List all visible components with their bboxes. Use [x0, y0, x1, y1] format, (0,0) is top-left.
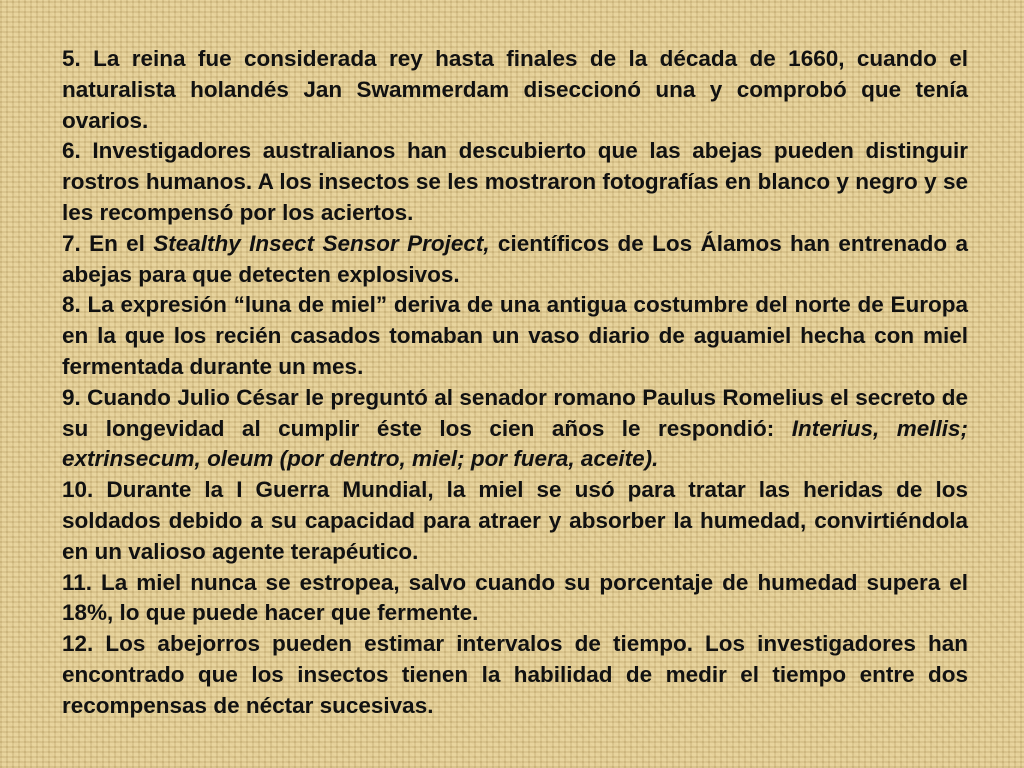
item-7-text-before: 7. En el — [62, 230, 154, 256]
list-item-8: 8. La expresión “luna de miel” deriva de una antigua costumbre del norte de Europa en la que los recién casados tomaban un vaso diario de aguamiel hecha con miel fermentada durante un mes. — [62, 292, 968, 379]
list-item-6: 6. Investigadores australianos han descubierto que las abejas pueden distinguir rostros humanos. A los insectos se les mostraron fotografías en blanco y negro y se les recompensó por los aciertos. — [62, 138, 968, 225]
list-item-10: 10. Durante la I Guerra Mundial, la miel se usó para tratar las heridas de los soldados debido a su capacidad para atraer y absorber la humedad, convirtiéndola en un valioso agente terapéutico. — [62, 477, 968, 564]
latin-quote-italic: Interius, mellis; extrinsecum, oleum (por dentro, miel; por fuera, aceite). — [62, 415, 968, 472]
item-7-text-after: científicos de Los Álamos han entrenado a abejas para que detecten explosivos. — [62, 230, 968, 287]
list-item-11: 11. La miel nunca se estropea, salvo cuando su porcentaje de humedad supera el 18%, lo que puede hacer que fermente. — [62, 569, 968, 626]
list-item-9 — [62, 383, 968, 475]
list-item-7 — [62, 229, 968, 291]
text-body — [62, 44, 968, 722]
item-9-text-before: 9. Cuando Julio César le preguntó al senador romano Paulus Romelius el secreto de su longevidad al cumplir éste los cien años le respondió: — [62, 384, 968, 441]
list-item-12: 12. Los abejorros pueden estimar intervalos de tiempo. Los investigadores han encontrado que los insectos tienen la habilidad de medir el tiempo entre dos recompensas de néctar sucesivas. — [62, 631, 968, 718]
list-item-5: 5. La reina fue considerada rey hasta finales de la década de 1660, cuando el naturalista holandés Jan Swammerdam diseccionó una y comprobó que tenía ovarios. — [62, 46, 968, 133]
project-name-italic: Stealthy Insect Sensor Project, — [153, 230, 490, 256]
